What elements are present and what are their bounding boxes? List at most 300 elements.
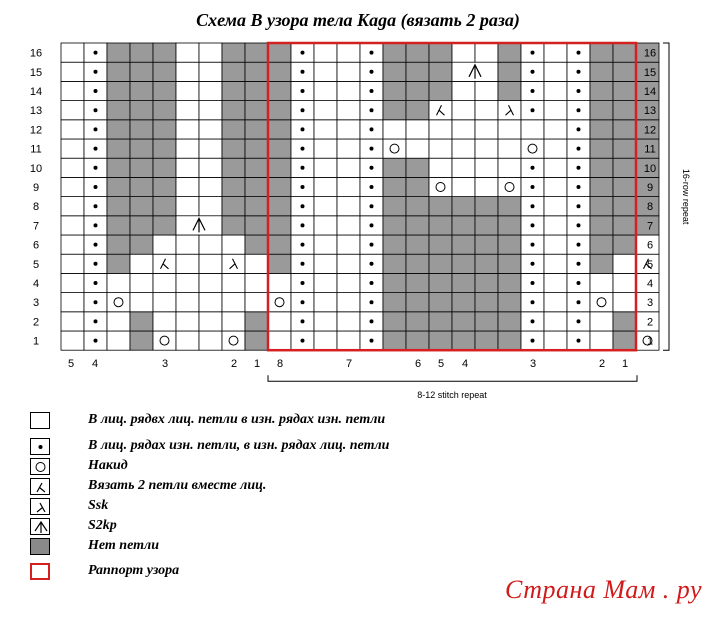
chart-cell <box>61 197 84 216</box>
stitch-number: 1 <box>253 358 261 371</box>
no-stitch-cell <box>130 139 153 158</box>
chart-cell <box>61 62 84 81</box>
chart-cell <box>245 254 268 273</box>
no-stitch-cell <box>107 177 130 196</box>
chart-cell <box>544 216 567 235</box>
purl-dot-icon <box>94 243 98 247</box>
chart-cell <box>314 331 337 350</box>
chart-cell <box>314 158 337 177</box>
no-stitch-cell <box>245 62 268 81</box>
chart-cell <box>544 101 567 120</box>
legend-item-k2tog <box>30 478 510 498</box>
row-number-right: 3 <box>646 297 654 310</box>
purl-dot-icon <box>577 185 581 189</box>
no-stitch-cell <box>383 81 406 100</box>
chart-cell <box>199 158 222 177</box>
row-number-right: 2 <box>646 316 654 329</box>
no-stitch-cell <box>590 43 613 62</box>
chart-cell <box>176 273 199 292</box>
no-stitch-cell <box>429 273 452 292</box>
no-stitch-cell <box>498 235 521 254</box>
stitch-number: 6 <box>414 358 422 371</box>
no-stitch-cell <box>268 158 291 177</box>
no-stitch-cell <box>498 331 521 350</box>
no-stitch-cell <box>429 331 452 350</box>
chart-cell <box>199 81 222 100</box>
purl-dot-icon <box>301 281 305 285</box>
stitch-number: 5 <box>67 358 75 371</box>
purl-dot-icon <box>577 319 581 323</box>
chart-cell <box>475 101 498 120</box>
legend-label: Ssk <box>88 498 109 513</box>
no-stitch-cell <box>222 101 245 120</box>
stitch-repeat-label: 8-12 stitch repeat <box>417 390 487 401</box>
row-number-right: 13 <box>643 105 657 118</box>
purl-dot-icon <box>94 281 98 285</box>
chart-cell <box>475 43 498 62</box>
chart-cell <box>337 235 360 254</box>
purl-dot-icon <box>301 223 305 227</box>
chart-cell <box>498 177 521 196</box>
no-stitch-cell <box>245 177 268 196</box>
no-stitch-cell <box>429 197 452 216</box>
legend-label: S2kp <box>88 518 117 533</box>
chart-cell <box>314 62 337 81</box>
chart-cell <box>498 158 521 177</box>
no-stitch-cell <box>107 120 130 139</box>
no-stitch-cell <box>498 216 521 235</box>
row-number-right: 15 <box>643 66 657 79</box>
no-stitch-cell <box>383 62 406 81</box>
chart-cell <box>406 139 429 158</box>
legend-label: Накид <box>88 458 128 473</box>
k2tog-icon <box>30 478 50 495</box>
knit-icon <box>30 412 50 429</box>
chart-cell <box>544 312 567 331</box>
purl-dot-icon <box>531 185 535 189</box>
no-stitch-cell <box>452 254 475 273</box>
chart-cell <box>268 293 291 312</box>
purl-dot-icon <box>577 243 581 247</box>
purl-dot-icon <box>370 70 374 74</box>
chart-cell <box>176 331 199 350</box>
no-stitch-cell <box>153 81 176 100</box>
no-stitch-cell <box>153 101 176 120</box>
legend-item-s2kp <box>30 518 510 538</box>
row-number-left: 2 <box>32 316 40 329</box>
chart-cell <box>452 81 475 100</box>
chart-cell <box>61 312 84 331</box>
chart-cell <box>498 120 521 139</box>
chart-cell <box>199 235 222 254</box>
no-stitch-cell <box>245 216 268 235</box>
purl-dot-icon <box>577 339 581 343</box>
chart-cell <box>544 331 567 350</box>
chart-cell <box>268 312 291 331</box>
row-number-left: 1 <box>32 335 40 348</box>
no-stitch-cell <box>613 120 636 139</box>
chart-cell <box>337 120 360 139</box>
chart-cell <box>544 177 567 196</box>
chart-cell <box>130 254 153 273</box>
legend-label: В лиц. рядах изн. петли, в изн. рядах лиц. петли <box>88 438 390 453</box>
chart-cell <box>452 101 475 120</box>
purl-dot-icon <box>301 147 305 151</box>
chart-cell <box>475 177 498 196</box>
chart-cell <box>544 235 567 254</box>
legend-item-knit <box>30 412 510 432</box>
chart-cell <box>199 273 222 292</box>
no-stitch-cell <box>268 177 291 196</box>
purl-dot-icon <box>301 262 305 266</box>
chart-cell <box>107 293 130 312</box>
chart-cell <box>199 197 222 216</box>
chart-cell <box>544 293 567 312</box>
chart-cell <box>314 101 337 120</box>
no-stitch-cell <box>590 235 613 254</box>
no-stitch-cell <box>107 101 130 120</box>
no-stitch-cell <box>153 216 176 235</box>
no-stitch-cell <box>590 216 613 235</box>
row-number-right: 6 <box>646 239 654 252</box>
chart-cell <box>544 273 567 292</box>
no-stitch-cell <box>406 43 429 62</box>
purl-dot-icon <box>370 185 374 189</box>
purl-dot-icon <box>531 339 535 343</box>
purl-dot-icon <box>577 262 581 266</box>
row-number-left: 14 <box>29 86 43 98</box>
purl-dot-icon <box>370 339 374 343</box>
no-stitch-cell <box>590 120 613 139</box>
stitch-number: 2 <box>230 358 238 371</box>
no-stitch-cell <box>590 62 613 81</box>
chart-cell <box>199 254 222 273</box>
no-stitch-cell <box>475 216 498 235</box>
no-stitch-cell <box>153 177 176 196</box>
row-number-left: 10 <box>29 162 43 175</box>
chart-cell <box>544 120 567 139</box>
chart-cell <box>429 120 452 139</box>
repeat-border-icon <box>30 563 50 580</box>
row-number-right: 1 <box>646 335 654 348</box>
no-stitch-cell <box>429 312 452 331</box>
purl-dot-icon <box>301 70 305 74</box>
no-stitch-cell <box>613 101 636 120</box>
chart-cell <box>222 273 245 292</box>
row-number-right: 12 <box>643 124 657 137</box>
no-stitch-cell <box>222 62 245 81</box>
stitch-number: 1 <box>621 358 629 371</box>
no-stitch-cell <box>153 120 176 139</box>
no-stitch-cell <box>107 197 130 216</box>
yarn-over-icon <box>30 458 50 475</box>
chart-cell <box>337 197 360 216</box>
chart-cell <box>107 312 130 331</box>
legend-item-repeat <box>30 563 510 583</box>
no-stitch-cell <box>245 139 268 158</box>
purl-dot-icon <box>531 319 535 323</box>
chart-cell <box>153 273 176 292</box>
chart-cell <box>153 235 176 254</box>
row-number-right: 14 <box>643 86 657 98</box>
chart-cell <box>314 120 337 139</box>
no-stitch-cell <box>222 158 245 177</box>
chart-cell <box>222 254 245 273</box>
no-stitch-cell <box>130 331 153 350</box>
chart-cell <box>176 293 199 312</box>
no-stitch-cell <box>383 177 406 196</box>
no-stitch-cell <box>406 81 429 100</box>
chart-cell <box>337 139 360 158</box>
no-stitch-cell <box>107 216 130 235</box>
ssk-icon <box>30 498 50 515</box>
chart-title: Схема B узора тела Kaga (вязать 2 раза) <box>196 10 520 30</box>
no-stitch-cell <box>613 235 636 254</box>
stitch-number: 3 <box>529 358 537 371</box>
no-stitch-cell <box>590 158 613 177</box>
purl-dot-icon <box>531 223 535 227</box>
no-stitch-cell <box>107 62 130 81</box>
no-stitch-cell <box>475 312 498 331</box>
no-stitch-cell <box>452 273 475 292</box>
row-number-left: 6 <box>32 239 40 252</box>
no-stitch-cell <box>268 197 291 216</box>
chart-cell <box>314 273 337 292</box>
no-stitch-cell <box>452 235 475 254</box>
no-stitch-cell <box>406 235 429 254</box>
no-stitch-cell <box>613 331 636 350</box>
no-stitch-cell <box>406 158 429 177</box>
no-stitch-cell <box>613 62 636 81</box>
no-stitch-cell <box>245 235 268 254</box>
row-number-right: 16 <box>643 47 657 60</box>
row-number-right: 9 <box>646 182 654 194</box>
no-stitch-cell <box>429 235 452 254</box>
purl-dot-icon <box>30 438 50 455</box>
chart-cell <box>383 120 406 139</box>
chart-cell <box>337 43 360 62</box>
chart-cell <box>153 293 176 312</box>
chart-cell <box>337 81 360 100</box>
stitch-number: 5 <box>437 358 445 371</box>
chart-cell <box>176 62 199 81</box>
chart-cell <box>475 120 498 139</box>
no-stitch-cell <box>452 197 475 216</box>
chart-cell <box>61 216 84 235</box>
purl-dot-icon <box>370 127 374 131</box>
chart-cell <box>337 62 360 81</box>
no-stitch-cell <box>452 331 475 350</box>
chart-cell <box>544 43 567 62</box>
no-stitch-cell <box>107 81 130 100</box>
purl-dot-icon <box>370 51 374 55</box>
no-stitch-cell <box>268 101 291 120</box>
no-stitch-cell <box>383 216 406 235</box>
purl-dot-icon <box>94 166 98 170</box>
no-stitch-cell <box>406 62 429 81</box>
no-stitch-cell <box>406 177 429 196</box>
chart-cell <box>590 312 613 331</box>
no-stitch-cell <box>406 254 429 273</box>
purl-dot-icon <box>370 223 374 227</box>
chart-cell <box>337 293 360 312</box>
no-stitch-cell <box>613 158 636 177</box>
chart-cell <box>107 331 130 350</box>
no-stitch-cell <box>613 312 636 331</box>
no-stitch-cell <box>130 120 153 139</box>
no-stitch-cell <box>383 101 406 120</box>
purl-dot-icon <box>301 108 305 112</box>
legend-item-ssk <box>30 498 510 518</box>
no-stitch-cell <box>130 312 153 331</box>
chart-cell <box>590 273 613 292</box>
no-stitch-cell <box>429 62 452 81</box>
purl-dot-icon <box>301 204 305 208</box>
chart-cell <box>544 139 567 158</box>
no-stitch-cell <box>590 177 613 196</box>
chart-cell <box>544 254 567 273</box>
purl-dot-icon <box>301 166 305 170</box>
legend-label: Раппорт узора <box>88 563 180 578</box>
no-stitch-cell <box>429 293 452 312</box>
no-stitch-cell <box>590 81 613 100</box>
chart-cell <box>314 81 337 100</box>
no-stitch-cell <box>475 235 498 254</box>
chart-cell <box>61 235 84 254</box>
no-stitch-cell <box>153 43 176 62</box>
chart-cell <box>613 293 636 312</box>
no-stitch-cell <box>245 81 268 100</box>
chart-cell <box>176 158 199 177</box>
purl-dot-icon <box>301 243 305 247</box>
chart-cell <box>176 177 199 196</box>
purl-dot-icon <box>531 166 535 170</box>
chart-cell <box>429 101 452 120</box>
no-stitch-cell <box>383 312 406 331</box>
chart-cell <box>314 43 337 62</box>
chart-cell <box>590 293 613 312</box>
legend-item-no-stitch <box>30 538 510 558</box>
no-stitch-cell <box>406 331 429 350</box>
chart-cell <box>176 235 199 254</box>
legend-label: Вязать 2 петли вместе лиц. <box>88 478 267 493</box>
purl-dot-icon <box>301 89 305 93</box>
purl-dot-icon <box>370 262 374 266</box>
purl-dot-icon <box>94 185 98 189</box>
chart-cell <box>590 331 613 350</box>
no-stitch-cell <box>406 101 429 120</box>
no-stitch-cell <box>222 216 245 235</box>
no-stitch-cell <box>222 81 245 100</box>
purl-dot-icon <box>370 319 374 323</box>
chart-cell <box>61 331 84 350</box>
no-stitch-cell <box>268 235 291 254</box>
chart-cell <box>199 139 222 158</box>
row-number-left: 13 <box>29 105 43 118</box>
row-number-left: 4 <box>32 278 40 290</box>
purl-dot-icon <box>577 70 581 74</box>
no-stitch-cell <box>268 120 291 139</box>
chart-cell <box>521 120 544 139</box>
chart-cell <box>337 331 360 350</box>
purl-dot-icon <box>531 204 535 208</box>
chart-cell <box>245 293 268 312</box>
legend-label: Нет петли <box>88 538 159 553</box>
chart-cell <box>337 312 360 331</box>
purl-dot-icon <box>577 281 581 285</box>
chart-cell <box>475 158 498 177</box>
row-repeat-label: 16-row repeat <box>681 168 691 225</box>
no-stitch-cell <box>613 197 636 216</box>
legend-item-yo <box>30 458 510 478</box>
no-stitch-cell <box>222 43 245 62</box>
purl-dot-icon <box>370 281 374 285</box>
chart-cell <box>61 293 84 312</box>
no-stitch-cell <box>406 197 429 216</box>
chart-cell <box>199 331 222 350</box>
purl-dot-icon <box>531 243 535 247</box>
purl-dot-icon <box>94 204 98 208</box>
no-stitch-cell <box>245 312 268 331</box>
chart-cell <box>452 177 475 196</box>
chart-cell <box>544 62 567 81</box>
no-stitch-cell <box>268 216 291 235</box>
chart-cell <box>61 177 84 196</box>
purl-dot-icon <box>577 300 581 304</box>
purl-dot-icon <box>94 51 98 55</box>
chart-cell <box>498 101 521 120</box>
no-stitch-cell <box>245 197 268 216</box>
chart-cell <box>176 254 199 273</box>
purl-dot-icon <box>370 166 374 170</box>
stitch-number: 4 <box>461 358 469 371</box>
purl-dot-icon <box>370 108 374 112</box>
no-stitch-cell <box>107 139 130 158</box>
purl-dot-icon <box>531 89 535 93</box>
no-stitch-cell <box>130 235 153 254</box>
row-number-right: 4 <box>646 278 654 290</box>
no-stitch-cell <box>268 254 291 273</box>
row-number-left: 15 <box>29 66 43 79</box>
row-number-left: 3 <box>32 297 40 310</box>
no-stitch-cell <box>406 312 429 331</box>
row-number-left: 12 <box>29 124 43 137</box>
chart-cell <box>521 139 544 158</box>
no-stitch-cell <box>383 293 406 312</box>
no-stitch-cell <box>475 197 498 216</box>
chart-cell <box>314 235 337 254</box>
row-number-left: 16 <box>29 47 43 60</box>
no-stitch-cell <box>383 43 406 62</box>
no-stitch-cell <box>613 81 636 100</box>
no-stitch-cell <box>613 177 636 196</box>
purl-dot-icon <box>94 262 98 266</box>
chart-cell <box>130 273 153 292</box>
watermark: Страна Мам . ру <box>505 575 702 604</box>
purl-dot-icon <box>531 108 535 112</box>
chart-cell <box>61 273 84 292</box>
no-stitch-cell <box>107 235 130 254</box>
purl-dot-icon <box>94 339 98 343</box>
no-stitch-cell <box>590 139 613 158</box>
chart-cell <box>337 158 360 177</box>
chart-cell <box>268 331 291 350</box>
no-stitch-cell <box>383 197 406 216</box>
no-stitch-cell <box>222 197 245 216</box>
stitch-number: 8 <box>276 358 284 371</box>
chart-cell <box>475 139 498 158</box>
chart-cell <box>314 177 337 196</box>
